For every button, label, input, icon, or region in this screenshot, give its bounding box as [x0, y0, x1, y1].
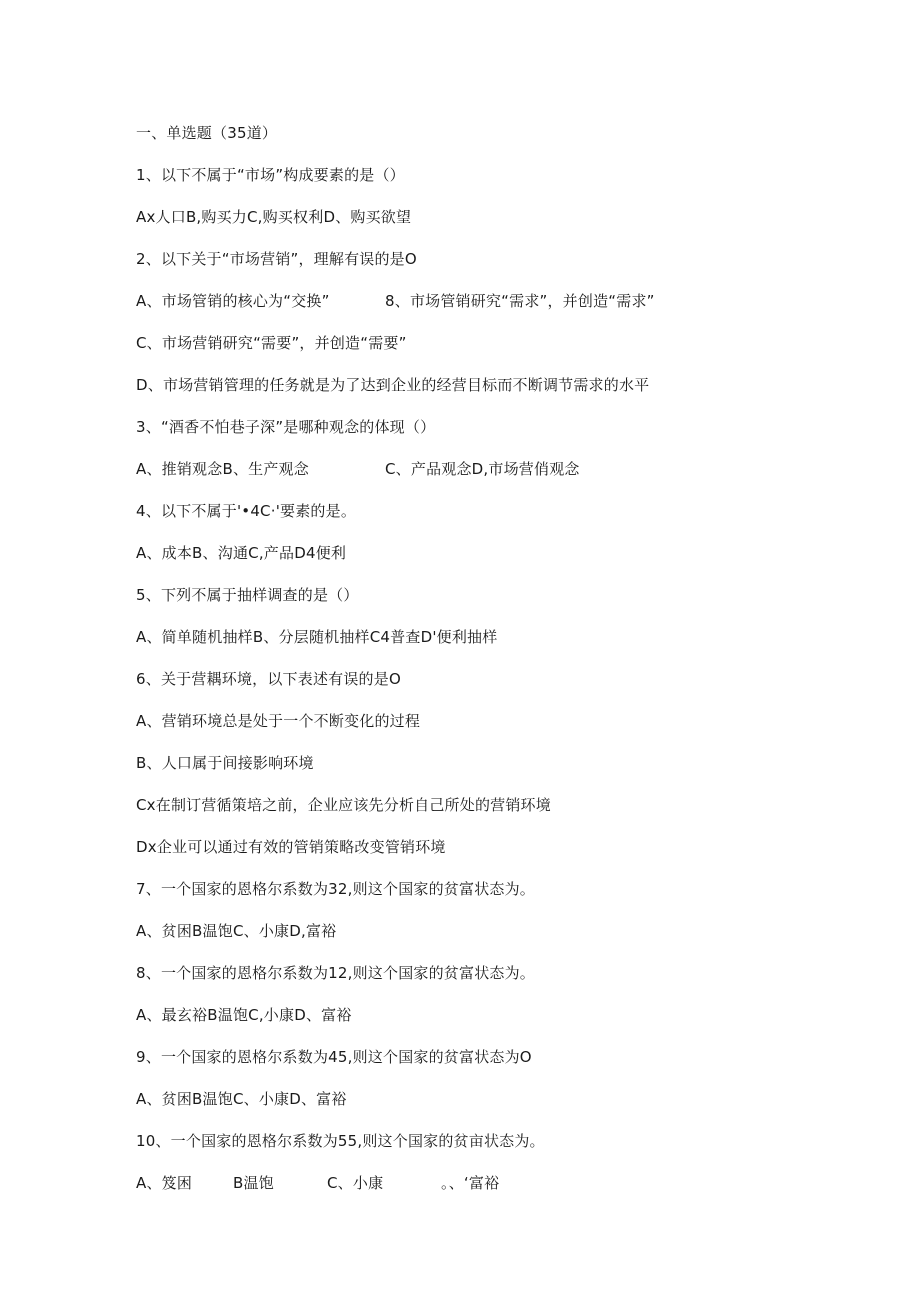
question-3: 3、“酒香不怕巷子深”是哪种观念的体现（）	[136, 418, 436, 436]
question-6-option-b: B、人口属于间接影响环境	[136, 754, 314, 772]
option-d: 。、‘富裕	[441, 1174, 500, 1192]
question-4: 4、以下不属于'•4C·'要素的是。	[136, 502, 357, 520]
question-2: 2、以下关于“市场营销”，理解有误的是O	[136, 250, 417, 268]
question-8: 8、一个国家的恩格尔系数为12,则这个国家的贫富状态为。	[136, 964, 536, 982]
option-b: B温饱	[233, 1174, 274, 1192]
question-2-options-row-1	[136, 291, 836, 311]
question-4-options: A、成本B、沟通C,产品D4便利	[136, 544, 347, 562]
question-7-options: A、贫困B温饱C、小康D,富裕	[136, 922, 337, 940]
question-10-options	[136, 1173, 836, 1193]
question-9-options: A、贫困B温饱C、小康D、富裕	[136, 1090, 347, 1108]
question-5-options: A、简单随机抽样B、分层随机抽样C4普查D'便利抽样	[136, 628, 498, 646]
option-b: 8、市场管销研究“需求”，并创造“需求”	[385, 292, 655, 310]
question-10: 10、一个国家的恩格尔系数为55,则这个国家的贫亩状态为。	[136, 1132, 545, 1150]
option-cd: C、产品观念D,市场营俏观念	[385, 460, 580, 478]
question-6-option-a: A、营销环境总是处于一个不断变化的过程	[136, 712, 421, 730]
question-8-options: A、最玄裕B温饱C,小康D、富裕	[136, 1006, 352, 1024]
question-6: 6、关于营耦环境，以下表述有误的是O	[136, 670, 401, 688]
option-a: A、笈困	[136, 1174, 193, 1192]
question-7: 7、一个国家的恩格尔系数为32,则这个国家的贫富状态为。	[136, 880, 536, 898]
question-1: 1、以下不属于“市场”构成要素的是（）	[136, 166, 405, 184]
question-1-options: Ax人口B,购买力C,购买权利D、购买欲望	[136, 208, 412, 226]
question-6-option-c: Cx在制订营循策培之前，企业应该先分析自己所处的营销环境	[136, 796, 551, 814]
question-5: 5、下列不属于抽样调查的是（）	[136, 586, 359, 604]
question-3-options	[136, 459, 836, 479]
section-title: 一、单选题（35道）	[136, 124, 278, 142]
question-2-option-c: C、市场营销研究“需要”，并创造“需要”	[136, 334, 407, 352]
option-a: A、市场管销的核心为“交换”	[136, 292, 330, 310]
question-9: 9、一个国家的恩格尔系数为45,则这个国家的贫富状态为O	[136, 1048, 532, 1066]
question-6-option-d: Dx企业可以通过有效的管销策略改变管销环境	[136, 838, 446, 856]
question-2-option-d: D、市场营销管理的任务就是为了达到企业的经营目标而不断调节需求的水平	[136, 376, 650, 394]
option-ab: A、推销观念B、生产观念	[136, 460, 309, 478]
option-c: C、小康	[327, 1174, 384, 1192]
